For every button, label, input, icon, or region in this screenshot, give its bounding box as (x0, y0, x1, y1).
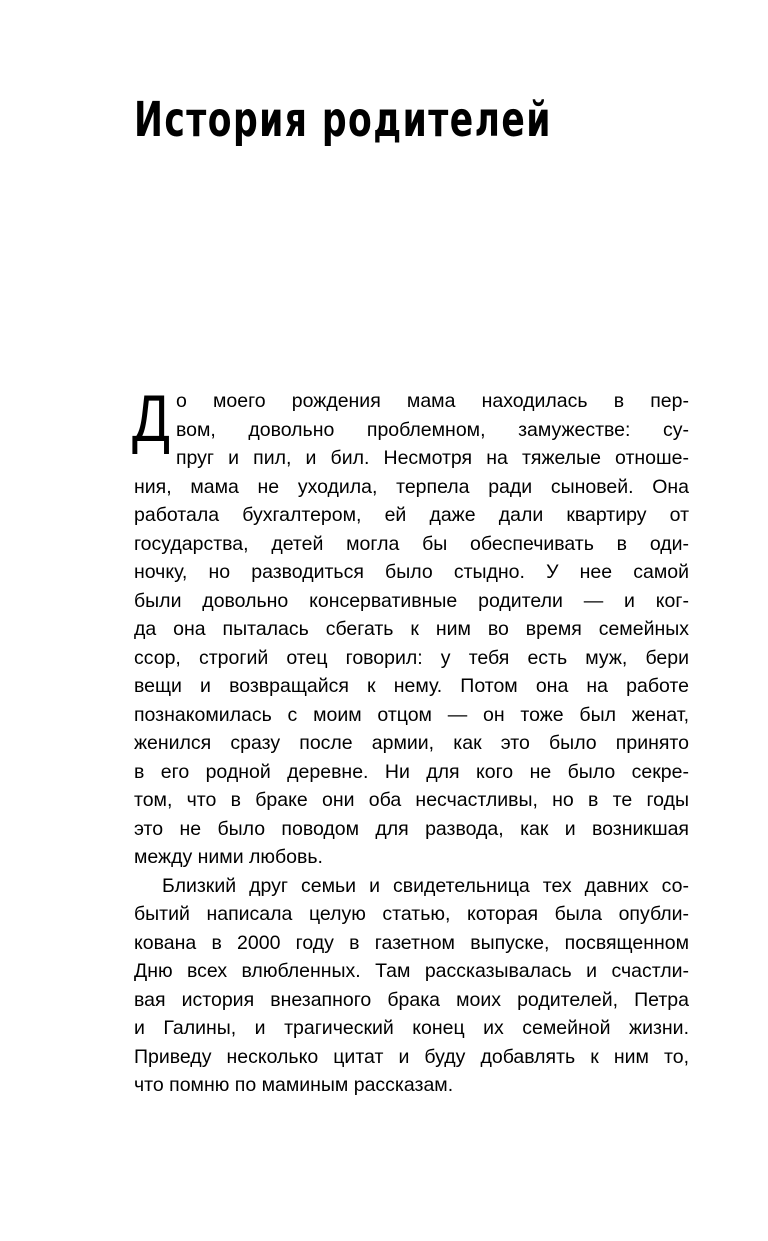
text-line: Близкий друг семьи и свидетельница тех давних со- (162, 874, 689, 897)
text-line: вещи и возвращайся к нему. Потом она на работе (134, 675, 689, 697)
text-line: между ними любовь. (134, 846, 323, 868)
text-line: том, что в браке они оба несчастливы, но в те годы (134, 789, 689, 811)
text-line: Приведу несколько цитат и буду добавлять к ним то, (134, 1045, 689, 1068)
text-line: познакомилась с моим отцом — он тоже был женат, (134, 703, 689, 726)
text-line: бытий написала целую статью, которая была опубли- (134, 903, 689, 925)
text-line: вая история внезапного брака моих родителей, Петра (134, 988, 689, 1011)
drop-cap: Д (132, 381, 170, 455)
text-line: ночку, но разводиться было стыдно. У нее самой (134, 561, 689, 583)
text-line: да она пыталась сбегать к ним во время семейных (134, 618, 689, 640)
text-line: Дню всех влюбленных. Там рассказывалась и счастли- (134, 960, 689, 982)
text-line: были довольно консервативные родители — и ког- (134, 589, 689, 612)
text-line: работала бухгалтером, ей даже дали квартиру от (134, 504, 689, 526)
text-line: пруг и пил, и бил. Несмотря на тяжелые отноше- (176, 447, 689, 469)
text-line: вом, довольно проблемном, замужестве: су- (176, 418, 689, 441)
text-line: что помню по маминым рассказам. (134, 1074, 454, 1096)
paragraph-1 (132, 381, 689, 872)
text-line: о моего рождения мама находилась в пер- (176, 390, 689, 412)
text-line: кована в 2000 году в газетном выпуске, посвященном (134, 931, 689, 954)
text-line: ния, мама не уходила, терпела ради сыновей. Она (134, 475, 689, 498)
chapter-title: История родителей (134, 92, 552, 148)
text-line: государства, детей могла бы обеспечивать в оди- (134, 532, 689, 555)
text-line: в его родной деревне. Ни для кого не было секре- (134, 760, 689, 783)
text-line: и Галины, и трагический конец их семейной жизни. (134, 1017, 689, 1039)
body-text (132, 381, 689, 1100)
text-line: женился сразу после армии, как это было принято (134, 732, 689, 754)
text-line: это не было поводом для развода, как и возникшая (134, 817, 689, 840)
text-line: ссор, строгий отец говорил: у тебя есть муж, бери (134, 646, 689, 669)
paragraph-2 (134, 872, 689, 1100)
